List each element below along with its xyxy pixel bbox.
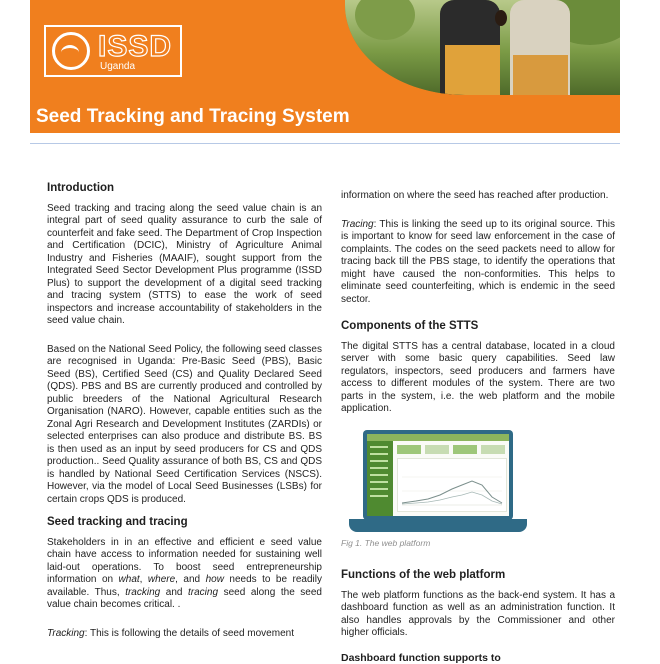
header-banner xyxy=(30,0,620,133)
functions-paragraph: The web platform functions as the back-end system. It has a dashboard function as well as an administration function. It also handles approvals by the Commissioner and other higher officials. xyxy=(341,590,615,640)
tracking-definition: Tracking: This is following the details of seed movement xyxy=(47,628,322,641)
tracking-tracing-paragraph: Stakeholders in in an effective and efficient e seed value chain have access to information needed for sustaining well laid-out operations. To boost seed entrepreneurship information on what, where, and how needs to be readily available. Thus, tracking and tracing seed along the seed value chain becomes critical. . xyxy=(47,537,322,612)
introduction-paragraph-1: Seed tracking and tracing along the seed value chain is an integral part of seed quality assurance to curb the sale of counterfeit and fake seed. The Department of Crop Inspection and Certification (DCIC), Ministry of Agriculture Animal Industry and Fisheries (MAAIF), sought support from the Integrated Seed Sector Development Plus programme (ISSD Plus) to support the development of a digital seed tracking and tracing system (STTS) to ease the work of seed inspectors and increase accountability of stakeholders in the seed value chain. xyxy=(47,203,322,328)
web-platform-laptop-image xyxy=(349,430,527,534)
tracing-definition: Tracing: This is linking the seed up to its original source. This is important to know for seed law enforcement in the case of complaints. The codes on the seed packets need to allow for tracing back till the PBS stage, to identify the operations that might have caused the non-conformities. This helps to eliminate seed counterfeiting, which is endemic in the seed sector. xyxy=(341,219,615,307)
functions-heading: Functions of the web platform xyxy=(341,569,615,582)
components-paragraph: The digital STTS has a central database, located in a cloud server with some basic query capabilities. Seed law regulators, inspectors, seed producers and farmers have access to different modules of the system. There are two parts in the system, i.e. the web platform and the mobile application. xyxy=(341,341,615,416)
logo-name: ISSD xyxy=(98,30,172,64)
tracking-tracing-heading: Seed tracking and tracing xyxy=(47,516,322,529)
dashboard-heading: Dashboard function supports to xyxy=(341,652,615,664)
components-heading: Components of the STTS xyxy=(341,320,615,333)
issd-logo xyxy=(44,25,182,77)
issd-emblem-icon xyxy=(52,32,90,70)
right-column xyxy=(341,190,615,664)
divider xyxy=(30,143,620,144)
introduction-heading: Introduction xyxy=(47,182,322,195)
left-column xyxy=(47,182,322,640)
introduction-paragraph-2: Based on the National Seed Policy, the following seed classes are recognised in Uganda: Pre-Basic Seed (PBS), Basic Seed (BS), Certified Seed (CS) and Quality Declared Seed (QDS). PBS and BS are currently produced and controlled by public breeders of the National Agricultural Research Organisation (NARO). However, capable entities such as the Zonal Agri Research and Development Institutes (ZARDIs) or selected enterprises can also produce and distribute BS. BS is then used as an input by seed producers for CS and QDS production.. Seed Quality assurance of both BS, CS and QDS is handled by National Seed Certification Services (NSCS). However, via the model of Local Seed Businesses (LSBs) for certain crops QDS is produced. xyxy=(47,344,322,507)
farmers-photo xyxy=(345,0,620,95)
figure-caption: Fig 1. The web platform xyxy=(341,537,615,550)
logo-country: Uganda xyxy=(100,61,135,72)
page-title: Seed Tracking and Tracing System xyxy=(36,106,350,128)
tracking-definition-continued: information on where the seed has reached after production. xyxy=(341,190,615,203)
